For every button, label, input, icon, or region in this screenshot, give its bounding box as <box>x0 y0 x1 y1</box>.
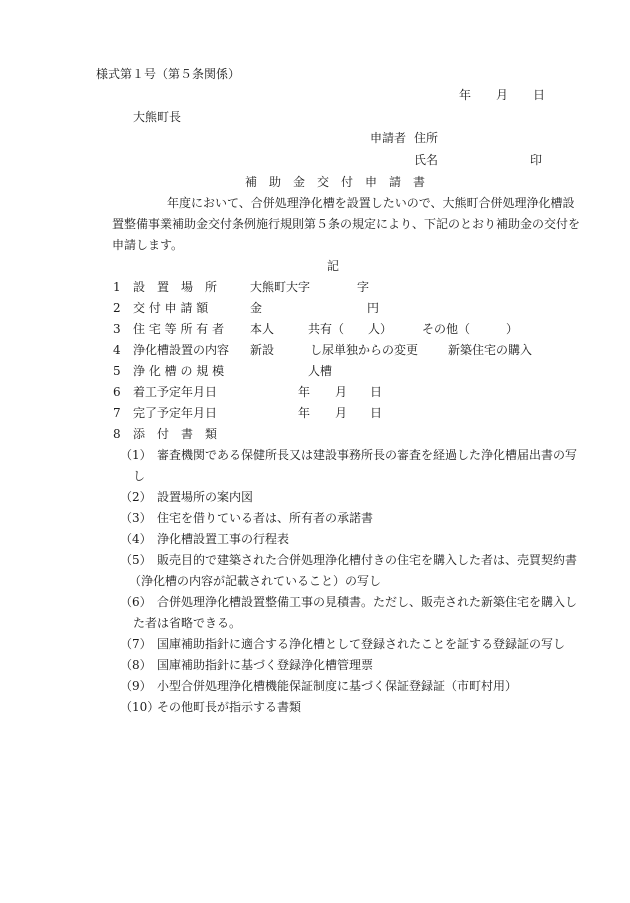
item-number: 1 <box>113 280 121 294</box>
item-value: 年 <box>298 406 311 420</box>
name-label: 氏名 <box>414 153 439 167</box>
item-value: 円 <box>367 301 380 315</box>
attachment-text: 審査機関である保健所長又は建設事務所長の審査を経過した浄化槽届出書の写 <box>157 448 578 462</box>
item-label: 住 宅 等 所 有 者 <box>133 322 225 336</box>
item-value: 月 <box>335 406 348 420</box>
item-value: 日 <box>370 385 383 399</box>
form-number: 様式第１号（第５条関係） <box>96 67 241 81</box>
item-number: 3 <box>113 322 121 336</box>
seal-mark: 印 <box>530 153 543 167</box>
attachment-number: （9） <box>120 679 152 693</box>
attachment-text: 国庫補助指針に基づく登録浄化槽管理票 <box>157 658 374 672</box>
item-number: 6 <box>113 385 121 399</box>
attachment-number: （6） <box>120 595 152 609</box>
item-value: 人槽 <box>308 364 333 378</box>
date-month: 月 <box>496 88 509 102</box>
attachment-number: （10） <box>120 700 160 714</box>
item-number: 2 <box>113 301 121 315</box>
item-value: 新築住宅の購入 <box>448 343 533 357</box>
item-value: 月 <box>335 385 348 399</box>
address-label: 住所 <box>414 131 439 145</box>
attachment-text: 合併処理浄化槽設置整備工事の見積書。ただし、販売された新築住宅を購入し <box>157 595 578 609</box>
intro-line-3: 申請します。 <box>112 238 184 252</box>
date-day: 日 <box>533 88 546 102</box>
item-value: 新設 <box>250 343 275 357</box>
item-value: 大熊町大字 <box>250 280 311 294</box>
item-number: 4 <box>113 343 121 357</box>
intro-line-1: 年度において、合併処理浄化槽を設置したいので、大熊町合併処理浄化槽設 <box>167 196 575 210</box>
item-label: 完了予定年月日 <box>133 406 218 420</box>
intro-line-2: 置整備事業補助金交付条例施行規則第５条の規定により、下記のとおり補助金の交付を <box>112 217 581 231</box>
attachment-number: （1） <box>120 448 152 462</box>
item-value: 本人 <box>250 322 275 336</box>
item-label: 着工予定年月日 <box>133 385 218 399</box>
attachment-text: その他町長が指示する書類 <box>157 700 302 714</box>
attachment-text: 小型合併処理浄化槽機能保証制度に基づく保証登録証（市町村用） <box>157 679 518 693</box>
item-number: 8 <box>113 427 121 441</box>
item-label: 浄化槽設置の内容 <box>133 343 230 357</box>
attachment-text: 浄化槽設置工事の行程表 <box>157 532 290 546</box>
document-title: 補 助 金 交 付 申 請 書 <box>245 175 426 189</box>
attachment-number: （3） <box>120 511 152 525</box>
ki-heading: 記 <box>327 259 340 273</box>
attachment-number: （4） <box>120 532 152 546</box>
attachment-text: 住宅を借りている者は、所有者の承諾書 <box>157 511 374 525</box>
item-value: 日 <box>370 406 383 420</box>
item-label: 設 置 場 所 <box>133 280 218 294</box>
item-value: 金 <box>250 301 263 315</box>
applicant-label: 申請者 <box>370 131 407 145</box>
attachment-number: （5） <box>120 553 152 567</box>
item-label: 浄 化 槽 の 規 模 <box>133 364 225 378</box>
item-value: 共有（ 人） <box>308 322 393 336</box>
item-value: 年 <box>298 385 311 399</box>
attachment-text: 販売目的で建築された合併処理浄化槽付きの住宅を購入した者は、売買契約書 <box>157 553 578 567</box>
item-label: 添 付 書 類 <box>133 427 218 441</box>
attachment-text: 国庫補助指針に適合する浄化槽として登録されたことを証する登録証の写し <box>157 637 566 651</box>
item-number: 7 <box>113 406 121 420</box>
attachment-text-cont: た者は省略できる。 <box>133 616 242 630</box>
attachment-number: （2） <box>120 490 152 504</box>
addressee: 大熊町長 <box>133 110 182 124</box>
item-value: し尿単独からの変更 <box>310 343 419 357</box>
attachment-number: （7） <box>120 637 152 651</box>
item-value: 字 <box>357 280 370 294</box>
attachment-text-cont: （浄化槽の内容が記載されていること）の写し <box>129 574 382 588</box>
date-year: 年 <box>459 88 472 102</box>
attachment-number: （8） <box>120 658 152 672</box>
attachment-text-cont: し <box>133 469 146 483</box>
item-number: 5 <box>113 364 121 378</box>
attachment-text: 設置場所の案内図 <box>157 490 254 504</box>
item-value: その他（ ） <box>422 322 519 336</box>
item-label: 交 付 申 請 額 <box>133 301 209 315</box>
